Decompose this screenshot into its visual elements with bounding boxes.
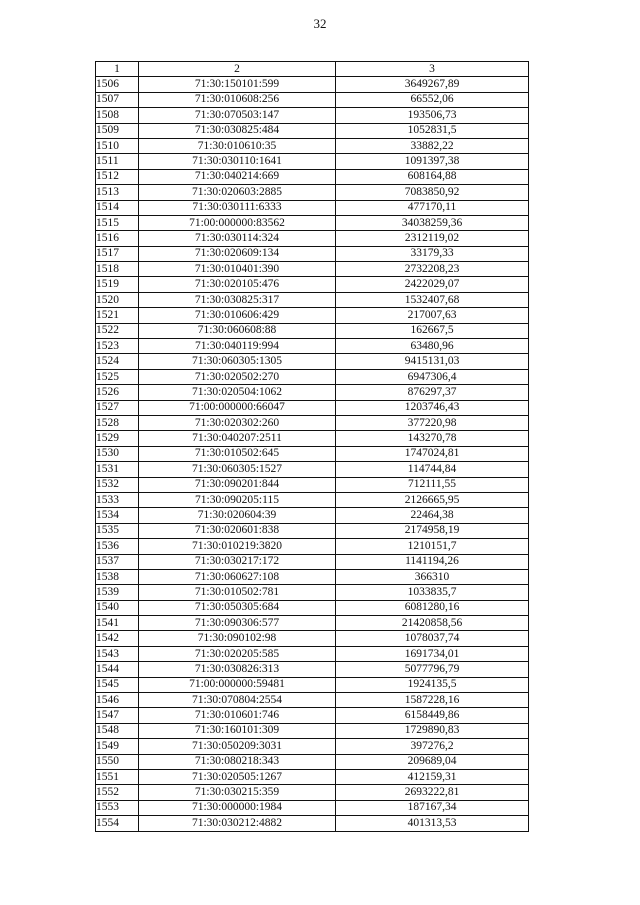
table-row — [96, 554, 529, 569]
table-row — [96, 185, 529, 200]
value-cell: 2693222,81 — [336, 785, 529, 800]
row-number-cell: 1520 — [96, 292, 139, 307]
table-row — [96, 108, 529, 123]
cadastral-number-cell: 71:30:020205:585 — [139, 646, 336, 661]
value-cell: 477170,11 — [336, 200, 529, 215]
table-row — [96, 354, 529, 369]
row-number-cell: 1514 — [96, 200, 139, 215]
row-number-cell: 1554 — [96, 816, 139, 831]
row-number-cell: 1516 — [96, 231, 139, 246]
column-header-2: 2 — [139, 62, 336, 77]
table-header-row — [96, 62, 529, 77]
table-row — [96, 539, 529, 554]
table-row — [96, 616, 529, 631]
cadastral-number-cell: 71:30:040119:994 — [139, 339, 336, 354]
table-row — [96, 339, 529, 354]
value-cell: 187167,34 — [336, 800, 529, 815]
table-row — [96, 800, 529, 815]
row-number-cell: 1508 — [96, 108, 139, 123]
row-number-cell: 1507 — [96, 92, 139, 107]
table-row — [96, 385, 529, 400]
table-row — [96, 431, 529, 446]
cadastral-number-cell: 71:30:020603:2885 — [139, 185, 336, 200]
row-number-cell: 1513 — [96, 185, 139, 200]
cadastral-number-cell: 71:30:020502:270 — [139, 369, 336, 384]
value-cell: 1747024,81 — [336, 446, 529, 461]
table-row — [96, 708, 529, 723]
value-cell: 412159,31 — [336, 769, 529, 784]
cadastral-number-cell: 71:30:030114:324 — [139, 231, 336, 246]
table-row — [96, 323, 529, 338]
value-cell: 114744,84 — [336, 462, 529, 477]
table-row — [96, 154, 529, 169]
row-number-cell: 1525 — [96, 369, 139, 384]
value-cell: 397276,2 — [336, 739, 529, 754]
table-row — [96, 369, 529, 384]
row-number-cell: 1548 — [96, 723, 139, 738]
row-number-cell: 1546 — [96, 693, 139, 708]
table-row — [96, 138, 529, 153]
value-cell: 2126665,95 — [336, 492, 529, 507]
cadastral-number-cell: 71:30:020609:134 — [139, 246, 336, 261]
row-number-cell: 1542 — [96, 631, 139, 646]
cadastral-number-cell: 71:30:030825:484 — [139, 123, 336, 138]
cadastral-number-cell: 71:30:030215:359 — [139, 785, 336, 800]
value-cell: 1210151,7 — [336, 539, 529, 554]
value-cell: 162667,5 — [336, 323, 529, 338]
cadastral-number-cell: 71:30:030110:1641 — [139, 154, 336, 169]
cadastral-number-cell: 71:30:010610:35 — [139, 138, 336, 153]
table-row — [96, 693, 529, 708]
cadastral-number-cell: 71:30:000000:1984 — [139, 800, 336, 815]
table-row — [96, 585, 529, 600]
row-number-cell: 1549 — [96, 739, 139, 754]
row-number-cell: 1515 — [96, 215, 139, 230]
value-cell: 5077796,79 — [336, 662, 529, 677]
table-row — [96, 308, 529, 323]
table-row — [96, 477, 529, 492]
value-cell: 2422029,07 — [336, 277, 529, 292]
table-row — [96, 754, 529, 769]
table-row — [96, 123, 529, 138]
row-number-cell: 1529 — [96, 431, 139, 446]
cadastral-number-cell: 71:30:090205:115 — [139, 492, 336, 507]
value-cell: 2732208,23 — [336, 262, 529, 277]
row-number-cell: 1532 — [96, 477, 139, 492]
row-number-cell: 1535 — [96, 523, 139, 538]
row-number-cell: 1512 — [96, 169, 139, 184]
table-row — [96, 462, 529, 477]
table-row — [96, 246, 529, 261]
cadastral-number-cell: 71:30:040214:669 — [139, 169, 336, 184]
table-row — [96, 169, 529, 184]
cadastral-number-cell: 71:30:010606:429 — [139, 308, 336, 323]
cadastral-number-cell: 71:30:030111:6333 — [139, 200, 336, 215]
value-cell: 1587228,16 — [336, 693, 529, 708]
row-number-cell: 1510 — [96, 138, 139, 153]
row-number-cell: 1539 — [96, 585, 139, 600]
table-row — [96, 262, 529, 277]
value-cell: 3649267,89 — [336, 77, 529, 92]
cadastral-number-cell: 71:30:010608:256 — [139, 92, 336, 107]
cadastral-number-cell: 71:30:020504:1062 — [139, 385, 336, 400]
cadastral-number-cell: 71:30:030217:172 — [139, 554, 336, 569]
value-cell: 366310 — [336, 569, 529, 584]
row-number-cell: 1518 — [96, 262, 139, 277]
value-cell: 2312119,02 — [336, 231, 529, 246]
row-number-cell: 1522 — [96, 323, 139, 338]
value-cell: 1033835,7 — [336, 585, 529, 600]
value-cell: 193506,73 — [336, 108, 529, 123]
cadastral-number-cell: 71:30:080218:343 — [139, 754, 336, 769]
cadastral-number-cell: 71:30:070804:2554 — [139, 693, 336, 708]
cadastral-number-cell: 71:30:050305:684 — [139, 600, 336, 615]
row-number-cell: 1517 — [96, 246, 139, 261]
table-body — [96, 77, 529, 831]
table-row — [96, 492, 529, 507]
cadastral-number-cell: 71:30:010601:746 — [139, 708, 336, 723]
cadastral-number-cell: 71:30:020604:39 — [139, 508, 336, 523]
cadastral-number-cell: 71:30:020105:476 — [139, 277, 336, 292]
cadastral-number-cell: 71:30:030825:317 — [139, 292, 336, 307]
value-cell: 1052831,5 — [336, 123, 529, 138]
value-cell: 2174958,19 — [336, 523, 529, 538]
cadastral-number-cell: 71:30:160101:309 — [139, 723, 336, 738]
value-cell: 1203746,43 — [336, 400, 529, 415]
cadastral-number-cell: 71:30:150101:599 — [139, 77, 336, 92]
cadastral-number-cell: 71:30:010502:645 — [139, 446, 336, 461]
row-number-cell: 1545 — [96, 677, 139, 692]
table-row — [96, 600, 529, 615]
row-number-cell: 1533 — [96, 492, 139, 507]
cadastral-number-cell: 71:30:090306:577 — [139, 616, 336, 631]
row-number-cell: 1552 — [96, 785, 139, 800]
value-cell: 6947306,4 — [336, 369, 529, 384]
table-row — [96, 77, 529, 92]
value-cell: 712111,55 — [336, 477, 529, 492]
row-number-cell: 1553 — [96, 800, 139, 815]
cadastral-number-cell: 71:30:020302:260 — [139, 415, 336, 430]
table-row — [96, 92, 529, 107]
value-cell: 34038259,36 — [336, 215, 529, 230]
cadastral-number-cell: 71:30:090201:844 — [139, 477, 336, 492]
column-header-1: 1 — [96, 62, 139, 77]
row-number-cell: 1523 — [96, 339, 139, 354]
value-cell: 1532407,68 — [336, 292, 529, 307]
value-cell: 22464,38 — [336, 508, 529, 523]
row-number-cell: 1524 — [96, 354, 139, 369]
table-row — [96, 400, 529, 415]
value-cell: 608164,88 — [336, 169, 529, 184]
row-number-cell: 1544 — [96, 662, 139, 677]
table-row — [96, 646, 529, 661]
row-number-cell: 1550 — [96, 754, 139, 769]
value-cell: 66552,06 — [336, 92, 529, 107]
table-row — [96, 215, 529, 230]
row-number-cell: 1527 — [96, 400, 139, 415]
value-cell: 6158449,86 — [336, 708, 529, 723]
row-number-cell: 1541 — [96, 616, 139, 631]
row-number-cell: 1537 — [96, 554, 139, 569]
table-row — [96, 739, 529, 754]
cadastral-number-cell: 71:00:000000:66047 — [139, 400, 336, 415]
cadastral-number-cell: 71:30:060627:108 — [139, 569, 336, 584]
page-number: 32 — [313, 16, 327, 31]
table-row — [96, 277, 529, 292]
cadastral-number-cell: 71:30:050209:3031 — [139, 739, 336, 754]
table-row — [96, 569, 529, 584]
cadastral-number-cell: 71:30:030826:313 — [139, 662, 336, 677]
cadastral-number-cell: 71:30:040207:2511 — [139, 431, 336, 446]
value-cell: 1729890,83 — [336, 723, 529, 738]
value-cell: 401313,53 — [336, 816, 529, 831]
cadastral-number-cell: 71:30:010401:390 — [139, 262, 336, 277]
value-cell: 6081280,16 — [336, 600, 529, 615]
cadastral-number-cell: 71:00:000000:59481 — [139, 677, 336, 692]
row-number-cell: 1547 — [96, 708, 139, 723]
table-row — [96, 816, 529, 831]
cadastral-number-cell: 71:30:060305:1527 — [139, 462, 336, 477]
row-number-cell: 1536 — [96, 539, 139, 554]
column-header-3: 3 — [336, 62, 529, 77]
table-row — [96, 415, 529, 430]
value-cell: 33882,22 — [336, 138, 529, 153]
value-cell: 217007,63 — [336, 308, 529, 323]
cadastral-number-cell: 71:30:030212:4882 — [139, 816, 336, 831]
table-row — [96, 231, 529, 246]
cadastral-number-cell: 71:30:060608:88 — [139, 323, 336, 338]
table-row — [96, 508, 529, 523]
table-row — [96, 785, 529, 800]
value-cell: 876297,37 — [336, 385, 529, 400]
row-number-cell: 1521 — [96, 308, 139, 323]
value-cell: 1091397,38 — [336, 154, 529, 169]
value-cell: 9415131,03 — [336, 354, 529, 369]
value-cell: 7083850,92 — [336, 185, 529, 200]
cadastral-number-cell: 71:30:010502:781 — [139, 585, 336, 600]
table-row — [96, 769, 529, 784]
row-number-cell: 1506 — [96, 77, 139, 92]
value-cell: 21420858,56 — [336, 616, 529, 631]
value-cell: 209689,04 — [336, 754, 529, 769]
value-cell: 1078037,74 — [336, 631, 529, 646]
cadastral-number-cell: 71:30:060305:1305 — [139, 354, 336, 369]
table-row — [96, 523, 529, 538]
row-number-cell: 1511 — [96, 154, 139, 169]
table-row — [96, 662, 529, 677]
table-row — [96, 446, 529, 461]
data-table — [95, 61, 529, 832]
value-cell: 1924135,5 — [336, 677, 529, 692]
row-number-cell: 1543 — [96, 646, 139, 661]
value-cell: 1691734,01 — [336, 646, 529, 661]
table-row — [96, 631, 529, 646]
table-row — [96, 292, 529, 307]
row-number-cell: 1526 — [96, 385, 139, 400]
cadastral-number-cell: 71:30:020601:838 — [139, 523, 336, 538]
row-number-cell: 1538 — [96, 569, 139, 584]
row-number-cell: 1528 — [96, 415, 139, 430]
table-row — [96, 200, 529, 215]
row-number-cell: 1540 — [96, 600, 139, 615]
value-cell: 143270,78 — [336, 431, 529, 446]
row-number-cell: 1519 — [96, 277, 139, 292]
table-row — [96, 723, 529, 738]
cadastral-number-cell: 71:30:020505:1267 — [139, 769, 336, 784]
cadastral-number-cell: 71:30:070503:147 — [139, 108, 336, 123]
value-cell: 1141194,26 — [336, 554, 529, 569]
row-number-cell: 1551 — [96, 769, 139, 784]
cadastral-number-cell: 71:30:090102:98 — [139, 631, 336, 646]
value-cell: 377220,98 — [336, 415, 529, 430]
row-number-cell: 1530 — [96, 446, 139, 461]
cadastral-number-cell: 71:30:010219:3820 — [139, 539, 336, 554]
value-cell: 63480,96 — [336, 339, 529, 354]
row-number-cell: 1509 — [96, 123, 139, 138]
row-number-cell: 1534 — [96, 508, 139, 523]
cadastral-number-cell: 71:00:000000:83562 — [139, 215, 336, 230]
row-number-cell: 1531 — [96, 462, 139, 477]
value-cell: 33179,33 — [336, 246, 529, 261]
table-row — [96, 677, 529, 692]
